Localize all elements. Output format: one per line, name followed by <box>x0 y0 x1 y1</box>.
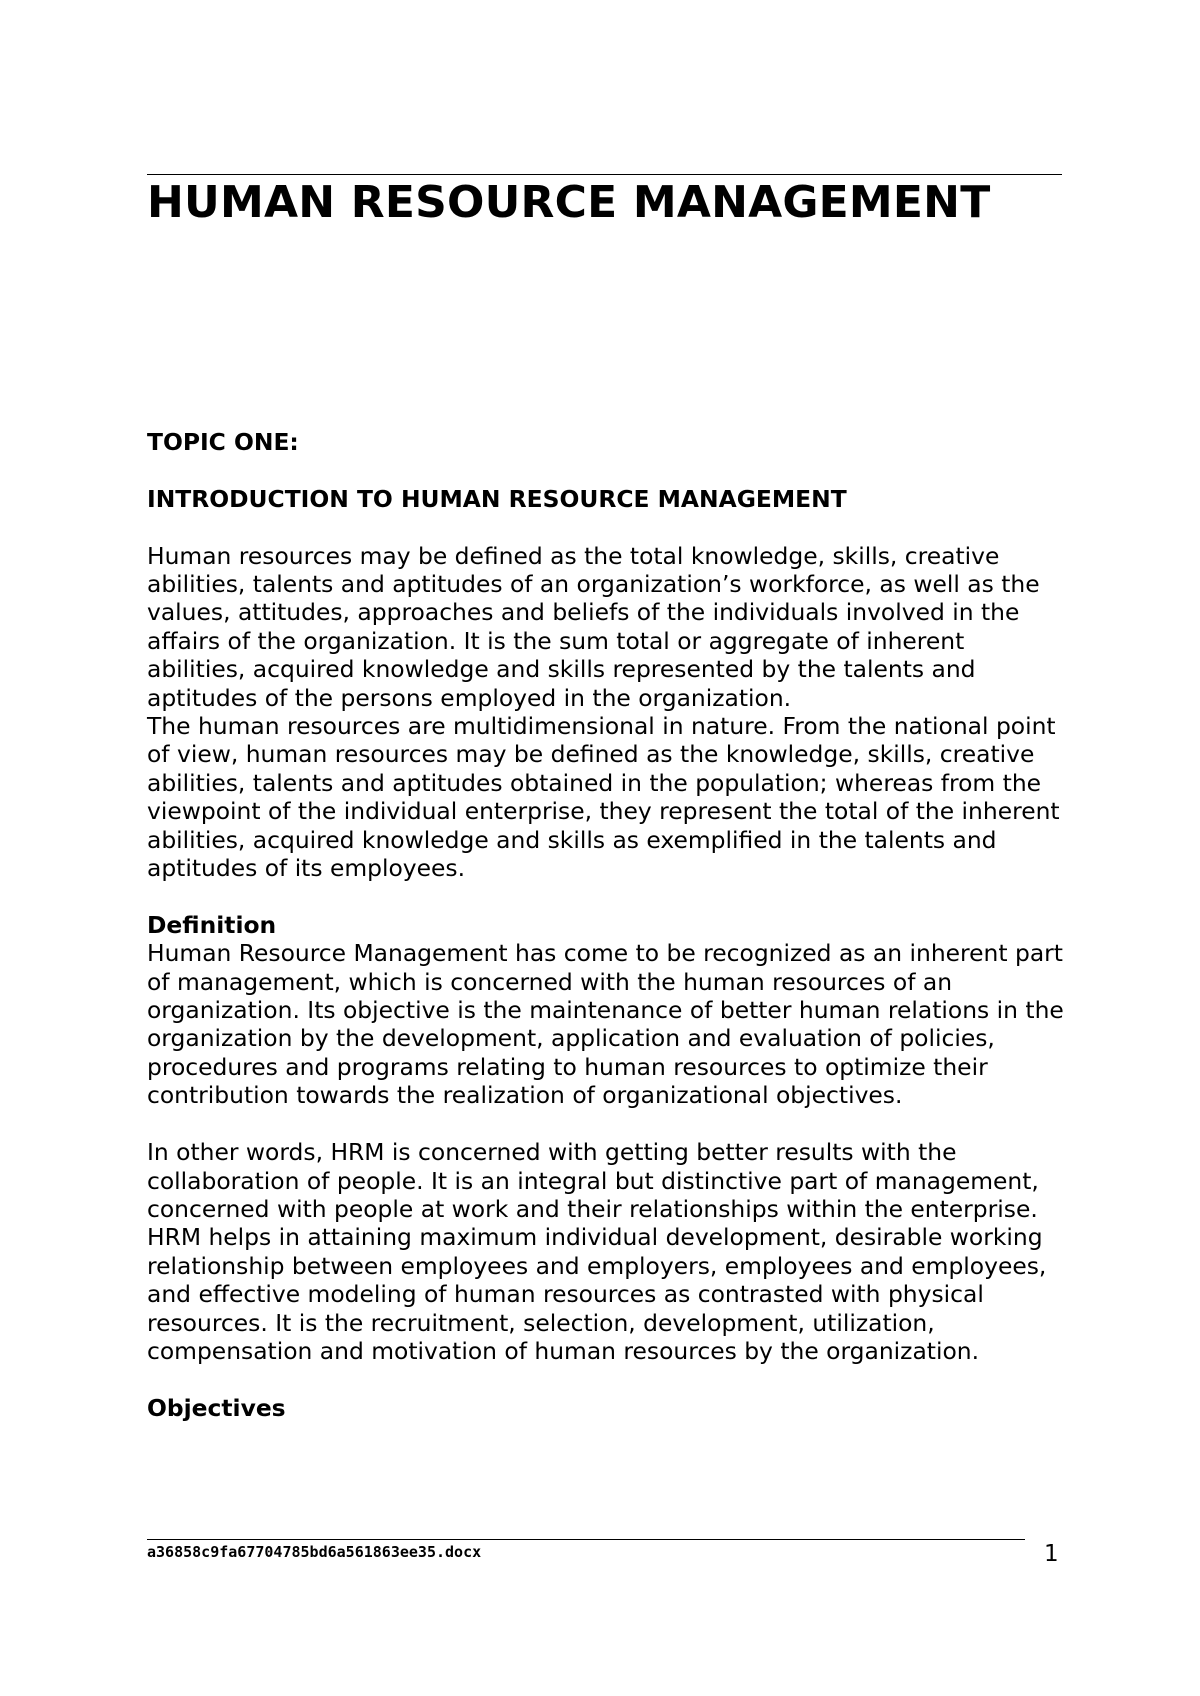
definition-heading: Definition <box>147 910 277 939</box>
spacer <box>147 456 1067 484</box>
title-top-rule <box>147 174 1062 175</box>
page-number: 1 <box>1044 1541 1059 1567</box>
document-body <box>147 428 1067 1422</box>
definition-paragraph: Human Resource Management has come to be recognized as an inherent part of management, which is concerned with the human resources of an organization. Its objective is the maintenance of better human relations in the organization by the development, application and evaluation of policies, procedures and programs relating to human resources to optimize their contribution towards the realization of organizational objectives. <box>147 939 1064 1110</box>
intro-paragraph-1: Human resources may be defined as the total knowledge, skills, creative abilities, talents and aptitudes of an organization’s workforce, as well as the values, attitudes, approaches and beliefs of the individuals involved in the affairs of the organization. It is the sum total or aggregate of inherent abilities, acquired knowledge and skills represented by the talents and aptitudes of the persons employed in the organization. <box>147 541 1040 712</box>
spacer <box>147 1365 1067 1393</box>
spacer <box>147 882 1067 910</box>
document-title: HUMAN RESOURCE MANAGEMENT <box>147 177 991 228</box>
intro-paragraph-2: The human resources are multidimensional in nature. From the national point of view, human resources may be defined as the knowledge, skills, creative abilities, talents and aptitudes obtained in the population; whereas from the viewpoint of the individual enterprise, they represent the total of the inherent abilities, acquired knowledge and skills as exemplified in the talents and aptitudes of its employees. <box>147 712 1060 883</box>
footer-filename: a36858c9fa67704785bd6a561863ee35.docx <box>147 1543 482 1561</box>
spacer <box>147 513 1067 541</box>
objectives-heading: Objectives <box>147 1393 286 1422</box>
topic-label: TOPIC ONE: <box>147 428 299 456</box>
footer-rule <box>147 1539 1025 1540</box>
topic-title: INTRODUCTION TO HUMAN RESOURCE MANAGEMENT <box>147 484 847 513</box>
spacer <box>147 1110 1067 1138</box>
other-words-paragraph: In other words, HRM is concerned with getting better results with the collaboration of people. It is an integral but distinctive part of management, concerned with people at work and their relationships within the enterprise. HRM helps in attaining maximum individual development, desirable working relationship between employees and employers, employees and employees, and effective modeling of human resources as contrasted with physical resources. It is the recruitment, selection, development, utilization, compensation and motivation of human resources by the organization. <box>147 1138 1047 1365</box>
